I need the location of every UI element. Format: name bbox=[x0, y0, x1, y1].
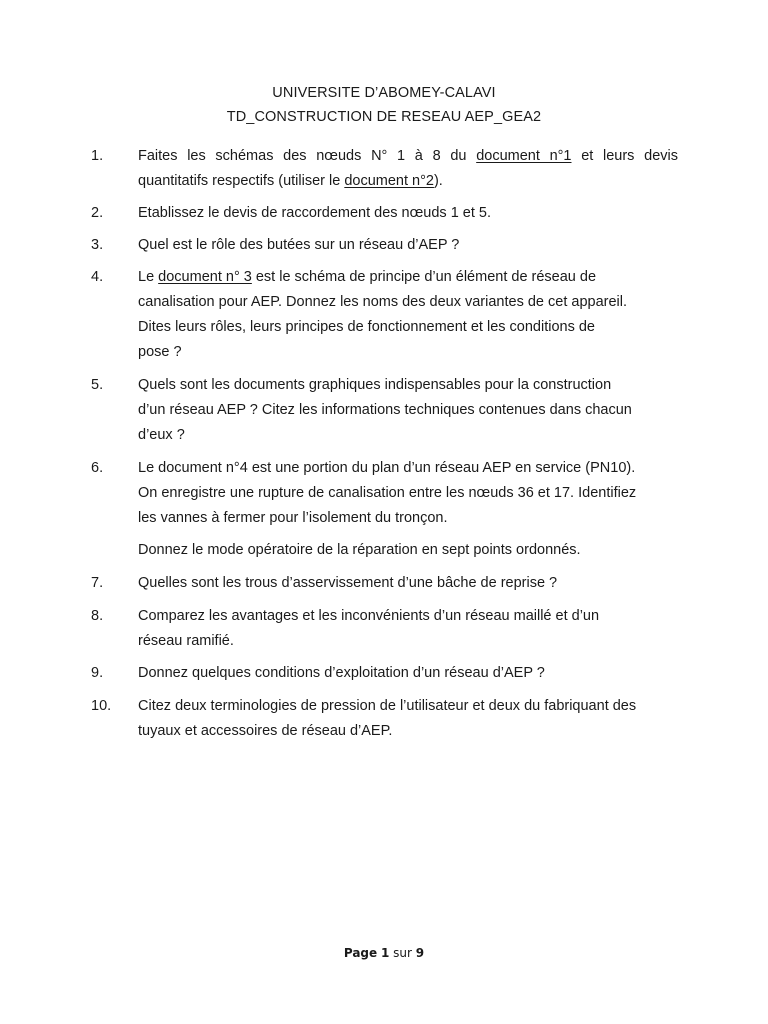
question-number: 6. bbox=[91, 460, 104, 476]
question-line: Le document n°4 est une portion du plan d’un réseau AEP en service (PN10). bbox=[138, 460, 636, 476]
text-span: ). bbox=[433, 173, 443, 189]
question-text bbox=[138, 456, 678, 563]
question-line: d’eux ? bbox=[138, 427, 185, 443]
text-span: Le bbox=[138, 269, 159, 285]
question-text: Quel est le rôle des butées sur un réseau d’AEP ? bbox=[138, 237, 460, 253]
page-current: 1 bbox=[380, 946, 390, 960]
question-line: les vannes à fermer pour l’isolement du tronçon. bbox=[138, 510, 448, 526]
page-footer bbox=[0, 946, 768, 960]
question-number: 5. bbox=[91, 377, 104, 393]
question-line: pose ? bbox=[138, 344, 182, 360]
page-total: 9 bbox=[415, 946, 425, 960]
text-span: est le schéma de principe d’un élément de réseau de bbox=[251, 269, 597, 285]
question-text: Donnez quelques conditions d’exploitation d’un réseau d’AEP ? bbox=[138, 665, 545, 681]
text-span: quantitatifs respectifs (utiliser le bbox=[138, 173, 345, 189]
question-number: 1. bbox=[91, 148, 104, 164]
question-number: 8. bbox=[91, 608, 104, 624]
document-1-link: document n°1 bbox=[476, 148, 572, 164]
question-line: Comparez les avantages et les inconvénients d’un réseau maillé et d’un bbox=[138, 608, 600, 624]
question-text bbox=[138, 373, 678, 448]
question-line: Citez deux terminologies de pression de l’utilisateur et deux du fabriquant des bbox=[138, 698, 637, 714]
question-number: 4. bbox=[91, 269, 104, 285]
question-line: canalisation pour AEP. Donnez les noms des deux variantes de cet appareil. bbox=[138, 294, 628, 310]
question-line: tuyaux et accessoires de réseau d’AEP. bbox=[138, 723, 393, 739]
question-number: 10. bbox=[91, 698, 112, 714]
question-line: On enregistre une rupture de canalisation entre les nœuds 36 et 17. Identifiez bbox=[138, 485, 637, 501]
question-number: 2. bbox=[91, 205, 104, 221]
document-3-link: document n° 3 bbox=[158, 269, 252, 285]
question-line bbox=[138, 144, 678, 169]
university-title: UNIVERSITE D’ABOMEY-CALAVI bbox=[272, 85, 496, 101]
question-text: Quelles sont les trous d’asservissement d’une bâche de reprise ? bbox=[138, 575, 558, 591]
page-sep: sur bbox=[393, 946, 412, 960]
question-line: Donnez le mode opératoire de la réparation en sept points ordonnés. bbox=[138, 542, 581, 558]
question-text bbox=[138, 265, 678, 365]
question-text bbox=[138, 694, 678, 744]
question-line bbox=[138, 169, 678, 194]
course-title: TD_CONSTRUCTION DE RESEAU AEP_GEA2 bbox=[226, 109, 542, 125]
question-line: réseau ramifié. bbox=[138, 633, 234, 649]
text-span: Faites les schémas des nœuds N° 1 à 8 du bbox=[138, 148, 477, 164]
question-text: Etablissez le devis de raccordement des nœuds 1 et 5. bbox=[138, 205, 492, 221]
page-label: Page bbox=[343, 946, 378, 960]
question-text bbox=[138, 604, 678, 654]
document-2-link: document n°2 bbox=[344, 173, 434, 189]
question-number: 3. bbox=[91, 237, 104, 253]
text-span: et leurs devis bbox=[571, 148, 678, 164]
question-line bbox=[138, 265, 678, 290]
question-line: Dites leurs rôles, leurs principes de fonctionnement et les conditions de bbox=[138, 319, 595, 335]
question-line: Quels sont les documents graphiques indispensables pour la construction bbox=[138, 377, 612, 393]
question-number: 9. bbox=[91, 665, 104, 681]
question-number: 7. bbox=[91, 575, 104, 591]
question-line: d’un réseau AEP ? Citez les informations techniques contenues dans chacun bbox=[138, 402, 632, 418]
question-text bbox=[138, 144, 678, 194]
